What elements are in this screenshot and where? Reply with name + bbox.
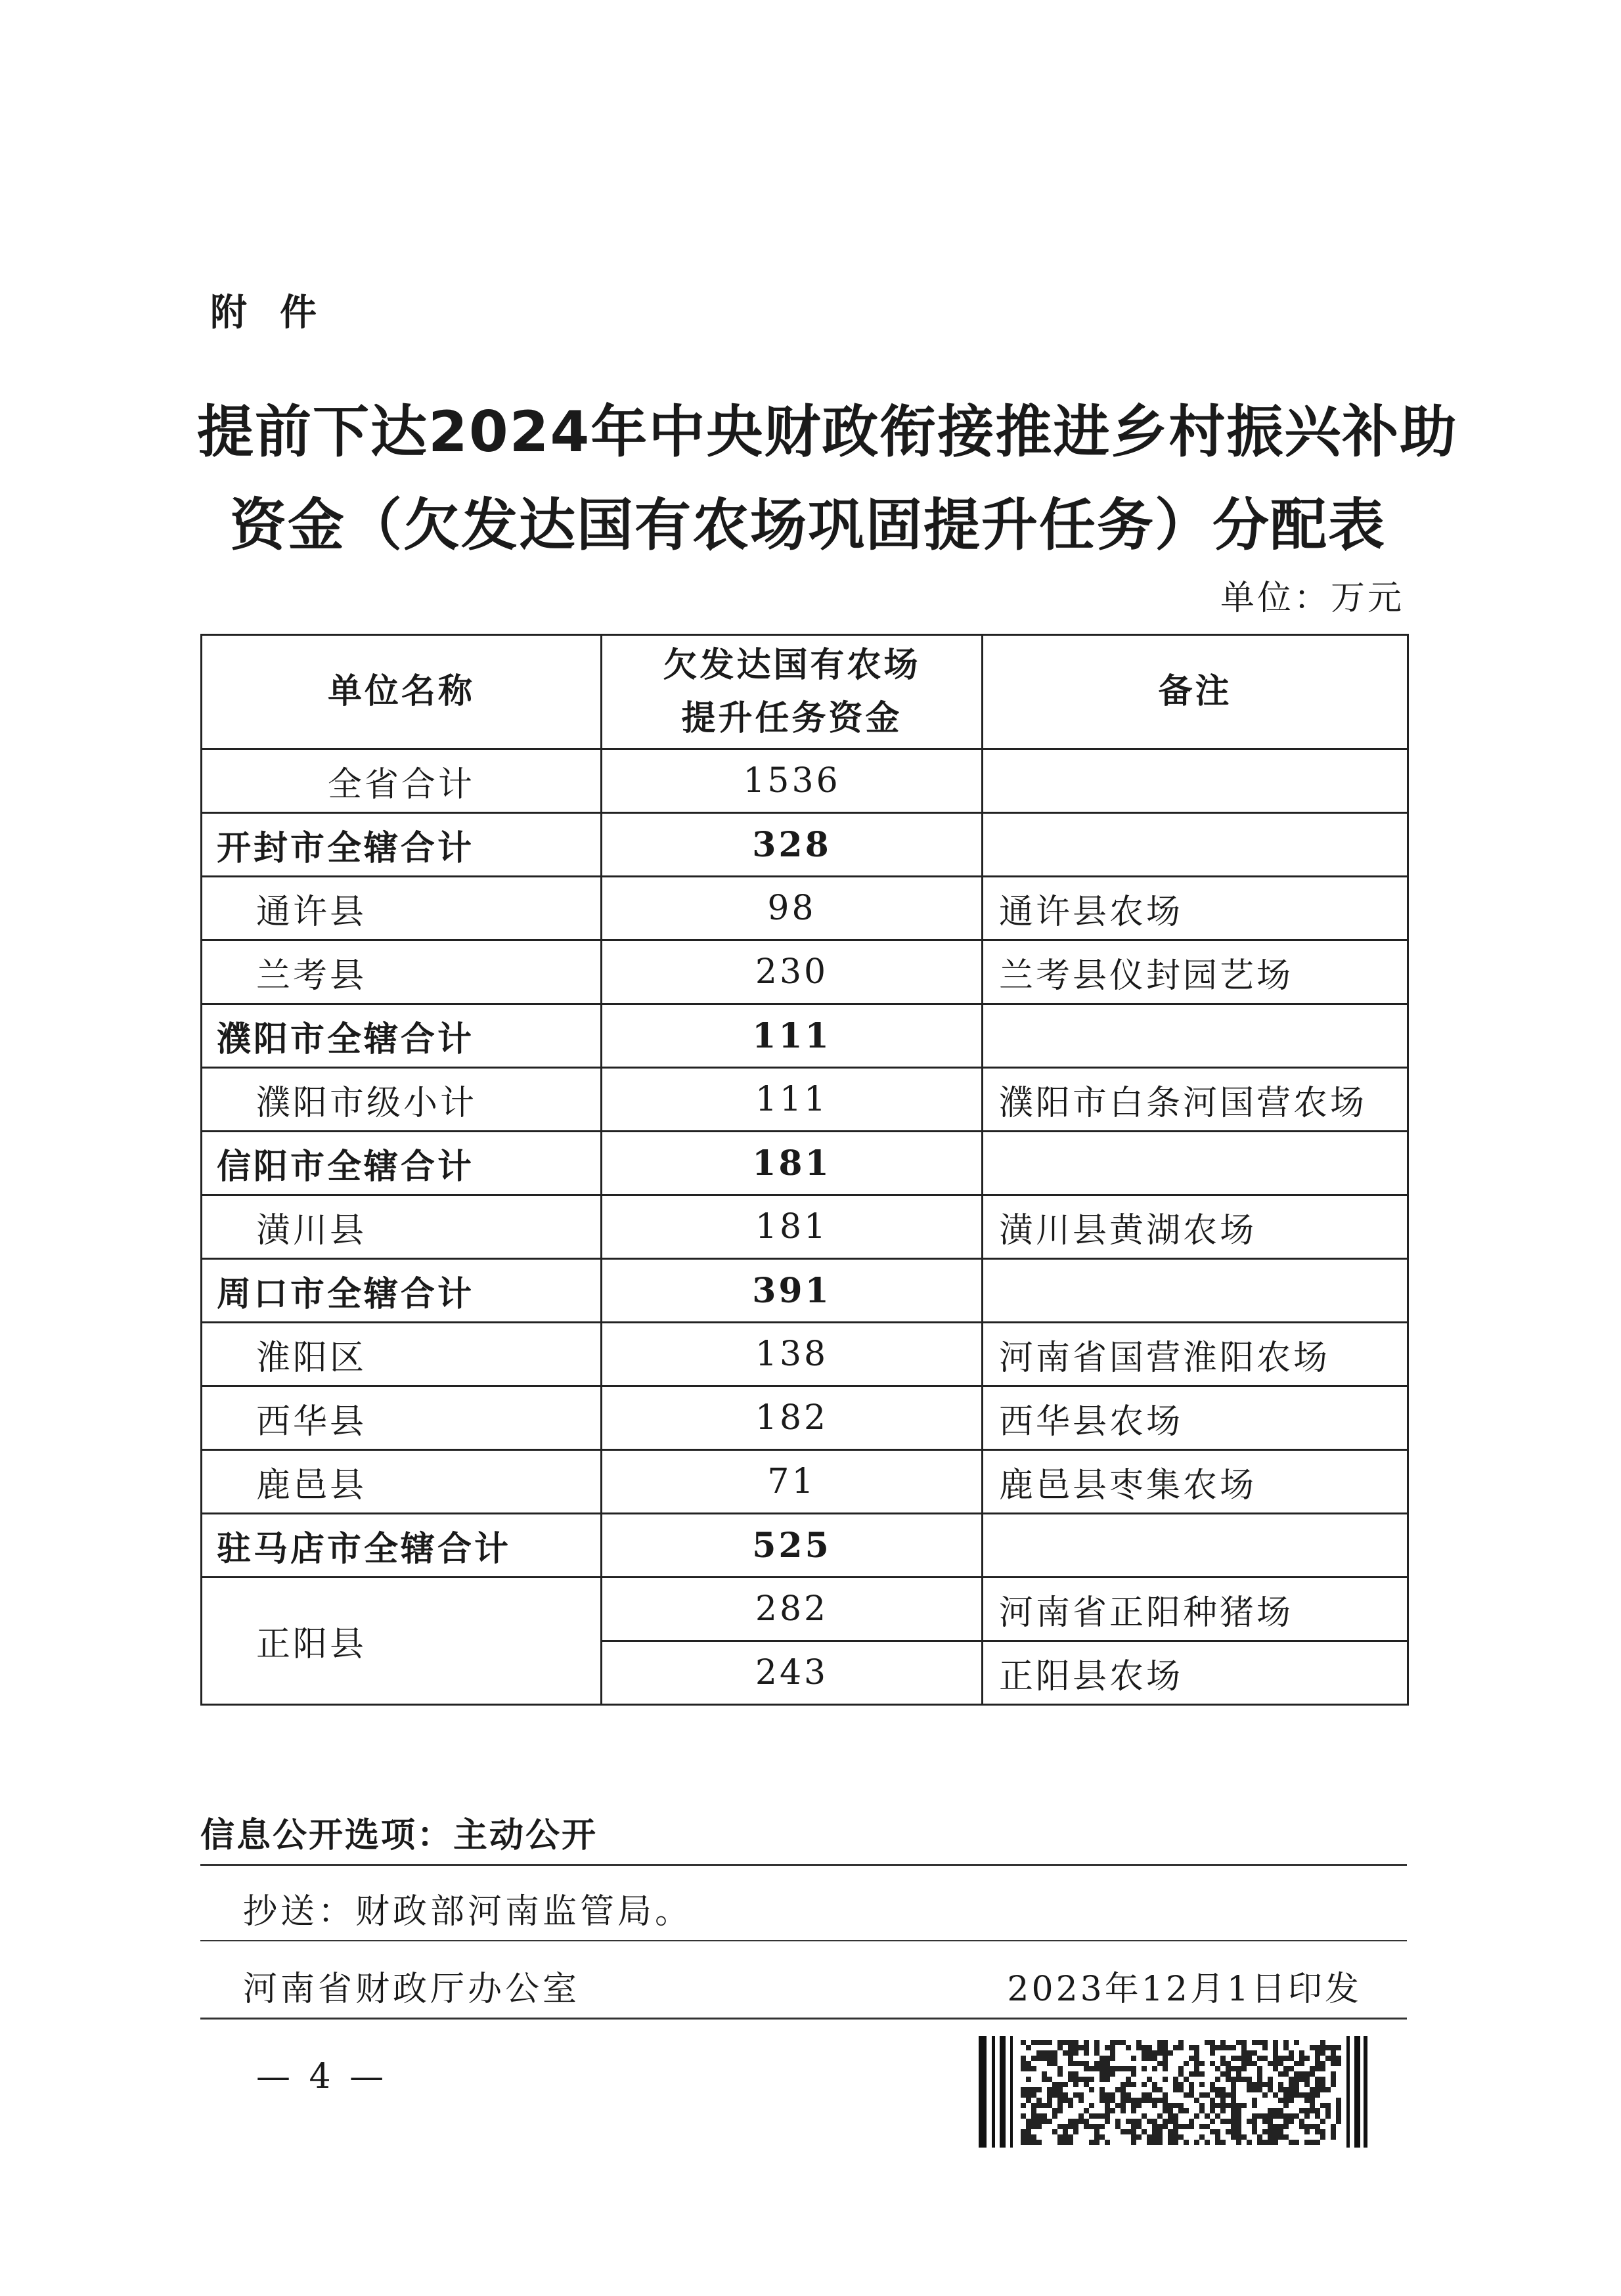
table-row xyxy=(202,1259,1408,1323)
row-value: 282 xyxy=(602,1578,983,1641)
row-remark: 通许县农场 xyxy=(983,877,1408,940)
allocation-table xyxy=(200,634,1409,1706)
row-name: 西华县 xyxy=(202,1386,602,1450)
row-name: 濮阳市全辖合计 xyxy=(202,1004,602,1068)
row-value: 181 xyxy=(602,1195,983,1259)
row-name: 淮阳区 xyxy=(202,1323,602,1386)
row-name: 开封市全辖合计 xyxy=(202,813,602,877)
row-remark: 兰考县仪封园艺场 xyxy=(983,940,1408,1004)
row-remark: 正阳县农场 xyxy=(983,1641,1408,1705)
table-row xyxy=(202,749,1408,813)
row-remark: 潢川县黄湖农场 xyxy=(983,1195,1408,1259)
table-row xyxy=(202,1386,1408,1450)
row-value: 243 xyxy=(602,1641,983,1705)
table-row xyxy=(202,1450,1408,1514)
divider xyxy=(200,1864,1407,1866)
row-value: 98 xyxy=(602,877,983,940)
row-remark xyxy=(983,1259,1408,1323)
table-row xyxy=(202,940,1408,1004)
row-name: 通许县 xyxy=(202,877,602,940)
barcode-icon xyxy=(979,2036,1367,2148)
header-unit-name: 单位名称 xyxy=(202,635,602,749)
header-fund-line1: 欠发达国有农场 xyxy=(663,645,921,685)
row-remark: 濮阳市白条河国营农场 xyxy=(983,1068,1408,1132)
row-remark xyxy=(983,813,1408,877)
table-row xyxy=(202,1195,1408,1259)
attachment-label: 附件 xyxy=(210,292,349,334)
row-value: 181 xyxy=(602,1132,983,1195)
row-value: 138 xyxy=(602,1323,983,1386)
table-row xyxy=(202,1004,1408,1068)
row-remark: 西华县农场 xyxy=(983,1386,1408,1450)
row-remark: 鹿邑县枣集农场 xyxy=(983,1450,1408,1514)
document-title-line1: 提前下达2024年中央财政衔接推进乡村振兴补助 xyxy=(197,399,1458,465)
disclosure-option: 信息公开选项：主动公开 xyxy=(200,1816,598,1855)
divider xyxy=(200,1940,1407,1941)
table-row xyxy=(202,1514,1408,1578)
row-name: 全省合计 xyxy=(202,749,602,813)
table-header-row xyxy=(202,635,1408,749)
row-value: 525 xyxy=(602,1514,983,1578)
row-value: 1536 xyxy=(602,749,983,813)
row-value: 328 xyxy=(602,813,983,877)
row-remark: 河南省正阳种猪场 xyxy=(983,1578,1408,1641)
row-name: 驻马店市全辖合计 xyxy=(202,1514,602,1578)
table-row xyxy=(202,877,1408,940)
row-value: 230 xyxy=(602,940,983,1004)
header-fund-line2: 提升任务资金 xyxy=(681,698,902,738)
row-name: 鹿邑县 xyxy=(202,1450,602,1514)
divider xyxy=(200,2018,1407,2020)
document-title-line2: 资金（欠发达国有农场巩固提升任务）分配表 xyxy=(230,493,1386,558)
row-name: 兰考县 xyxy=(202,940,602,1004)
header-remark: 备注 xyxy=(983,635,1408,749)
row-name: 正阳县 xyxy=(202,1578,602,1705)
table-row xyxy=(202,1578,1408,1641)
unit-label: 单位：万元 xyxy=(1220,579,1404,618)
issuing-office: 河南省财政厅办公室 xyxy=(243,1970,581,2009)
row-remark xyxy=(983,1004,1408,1068)
header-fund xyxy=(602,635,983,749)
row-value: 391 xyxy=(602,1259,983,1323)
row-value: 111 xyxy=(602,1004,983,1068)
row-name: 信阳市全辖合计 xyxy=(202,1132,602,1195)
row-remark xyxy=(983,1132,1408,1195)
cc-line: 抄送：财政部河南监管局。 xyxy=(243,1892,693,1932)
row-value: 111 xyxy=(602,1068,983,1132)
row-name: 潢川县 xyxy=(202,1195,602,1259)
print-date: 2023年12月1日印发 xyxy=(1007,1970,1362,2009)
row-name: 濮阳市级小计 xyxy=(202,1068,602,1132)
table-row xyxy=(202,1068,1408,1132)
page-number: — 4 — xyxy=(256,2057,388,2096)
table-row xyxy=(202,813,1408,877)
row-remark: 河南省国营淮阳农场 xyxy=(983,1323,1408,1386)
row-remark xyxy=(983,1514,1408,1578)
row-value: 182 xyxy=(602,1386,983,1450)
row-value: 71 xyxy=(602,1450,983,1514)
row-name: 周口市全辖合计 xyxy=(202,1259,602,1323)
table-row xyxy=(202,1132,1408,1195)
row-remark xyxy=(983,749,1408,813)
table-row xyxy=(202,1323,1408,1386)
